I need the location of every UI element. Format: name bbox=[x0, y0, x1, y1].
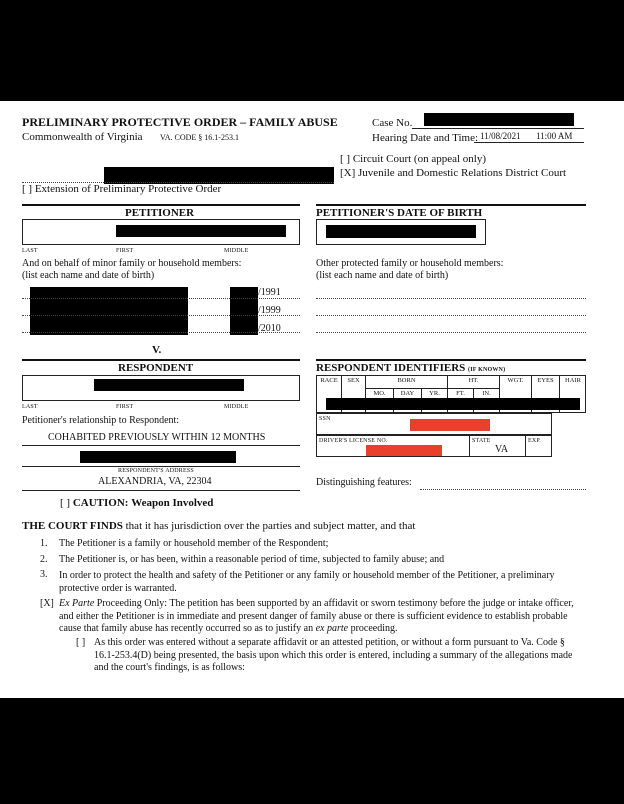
license-redaction bbox=[366, 445, 442, 456]
caution-label: CAUTION: bbox=[72, 497, 129, 509]
minor-dob-redaction bbox=[230, 287, 258, 335]
minor-dob-2: /1999 bbox=[258, 305, 281, 316]
code-ref: VA. CODE § 16.1-253.1 bbox=[160, 133, 239, 142]
ft-cell: FT. bbox=[447, 388, 473, 413]
minor-dob-3: /2010 bbox=[258, 323, 281, 334]
finding-3-num: 3. bbox=[40, 569, 48, 580]
case-number-redaction bbox=[424, 113, 574, 126]
petitioner-name-redaction bbox=[116, 225, 286, 237]
other-members-label: Other protected family or household members: bbox=[316, 258, 504, 269]
dob-redaction bbox=[326, 225, 476, 238]
in-cell: IN. bbox=[473, 388, 499, 413]
hearing-time: 11:00 AM bbox=[536, 131, 573, 141]
findings-lead: THE COURT FINDS bbox=[22, 520, 123, 532]
state-caption: STATE bbox=[472, 438, 491, 444]
distinguishing-label: Distinguishing features: bbox=[316, 477, 412, 488]
extension-label: Extension of Preliminary Protective Order bbox=[34, 183, 222, 195]
summary-checkbox: [ ] bbox=[76, 637, 86, 648]
circuit-court-option bbox=[340, 153, 486, 165]
respondent-street-redaction bbox=[80, 451, 236, 463]
state-value: VA bbox=[495, 444, 509, 455]
jdr-checkbox: [X] bbox=[340, 167, 356, 179]
yr-cell: YR. bbox=[421, 388, 447, 413]
ht-cell: HT. bbox=[447, 376, 499, 388]
minor-dob-1: /1991 bbox=[258, 287, 281, 298]
ssn-caption: SSN bbox=[319, 416, 331, 422]
petitioner-middle-caption: MIDDLE bbox=[224, 248, 249, 254]
race-cell: RACE bbox=[320, 377, 338, 384]
jdr-label: Juvenile and Domestic Relations District Court bbox=[358, 167, 567, 179]
versus: V. bbox=[152, 344, 162, 356]
sex-cell: SEX bbox=[341, 376, 365, 413]
finding-2-text: The Petitioner is, or has been, within a reasonable period of time, subjected to family abuse; and bbox=[59, 554, 445, 565]
respondent-middle-caption: MIDDLE bbox=[224, 404, 249, 410]
findings-intro-text: that it has jurisdiction over the parties and subject matter, and that bbox=[125, 520, 416, 532]
finding-2-num: 2. bbox=[40, 554, 48, 565]
caution-checkbox: [ ] bbox=[60, 497, 71, 509]
wgt-cell: WGT. bbox=[499, 376, 531, 413]
license-caption: DRIVER'S LICENSE NO. bbox=[319, 438, 388, 444]
findings-intro bbox=[22, 520, 602, 532]
day-cell: DAY bbox=[393, 388, 421, 413]
address-caption: RESPONDENT'S ADDRESS bbox=[118, 468, 194, 474]
identifiers-heading-text: RESPONDENT IDENTIFIERS bbox=[316, 362, 466, 374]
behalf-label: And on behalf of minor family or household members: bbox=[22, 258, 242, 269]
exparte-checkbox: [X] bbox=[40, 598, 54, 609]
summary-paragraph: As this order was entered without a separate affidavit or an attested petition, or without a form pursuant to Va. Code § 16.1-253.4(D) being presented, the basis upon which this order is entered, including a summary of the allegations made and the court's findings, is as follows: bbox=[94, 637, 573, 673]
eyes-cell: EYES bbox=[531, 376, 559, 413]
minor-names-redaction bbox=[30, 287, 188, 335]
respondent-first-caption: FIRST bbox=[116, 404, 134, 410]
petitioner-heading: PETITIONER bbox=[125, 207, 195, 219]
extension-option bbox=[22, 183, 221, 195]
behalf-note: (list each name and date of birth) bbox=[22, 270, 155, 281]
finding-3-text: In order to protect the health and safety of the Petitioner or any family or household member of the Petitioner, a preliminary protective order is warranted. bbox=[59, 570, 555, 594]
hearing-label: Hearing Date and Time: bbox=[372, 132, 479, 144]
finding-1-text: The Petitioner is a family or household member of the Respondent; bbox=[59, 538, 329, 549]
exparte-text: Proceeding Only: The petition has been supported by an affidavit or sworn testimony before the judge or intake officer, and either the Petitioner is in immediate and present danger of family abuse or there is sufficient evidence to establish probable cause that family abuse has recently occurred so as to justify an bbox=[59, 598, 574, 634]
respondent-name-redaction bbox=[94, 379, 244, 391]
identifiers-heading bbox=[316, 362, 505, 374]
exp-caption: EXP. bbox=[528, 438, 541, 444]
petitioner-last-caption: LAST bbox=[22, 248, 38, 254]
respondent-heading: RESPONDENT bbox=[118, 362, 194, 374]
petitioner-first-caption: FIRST bbox=[116, 248, 134, 254]
relationship-label: Petitioner's relationship to Respondent: bbox=[22, 415, 180, 426]
caution-value: Weapon Involved bbox=[131, 497, 214, 509]
caution-line bbox=[60, 497, 213, 509]
respondent-last-caption: LAST bbox=[22, 404, 38, 410]
circuit-checkbox: [ ] bbox=[340, 153, 351, 165]
ssn-redaction bbox=[410, 419, 490, 431]
respondent-city: ALEXANDRIA, VA, 22304 bbox=[98, 476, 212, 487]
jdr-court-option bbox=[340, 167, 566, 179]
commonwealth: Commonwealth of Virginia bbox=[22, 131, 143, 143]
born-cell: BORN bbox=[365, 376, 447, 388]
relationship-value: COHABITED PREVIOUSLY WITHIN 12 MONTHS bbox=[48, 432, 266, 443]
case-label: Case No. bbox=[372, 117, 413, 129]
identifiers-heading-note: (IF KNOWN) bbox=[468, 367, 506, 373]
hearing-date: 11/08/2021 bbox=[480, 131, 521, 141]
other-members-note: (list each name and date of birth) bbox=[316, 270, 449, 281]
order-page bbox=[0, 101, 624, 698]
extension-checkbox: [ ] bbox=[22, 183, 33, 195]
identifiers-redaction bbox=[326, 398, 580, 410]
exparte-paragraph bbox=[59, 598, 583, 636]
form-title: PRELIMINARY PROTECTIVE ORDER – FAMILY ABUSE bbox=[22, 115, 338, 129]
mo-cell: MO. bbox=[365, 388, 393, 413]
exparte-label: Ex Parte bbox=[59, 598, 95, 609]
exparte-italic: ex parte bbox=[315, 623, 349, 634]
dob-heading: PETITIONER'S DATE OF BIRTH bbox=[316, 207, 483, 219]
hair-cell: HAIR bbox=[559, 376, 586, 413]
circuit-label: Circuit Court (on appeal only) bbox=[352, 153, 487, 165]
finding-1-num: 1. bbox=[40, 538, 48, 549]
exparte-end: proceeding. bbox=[350, 623, 398, 634]
